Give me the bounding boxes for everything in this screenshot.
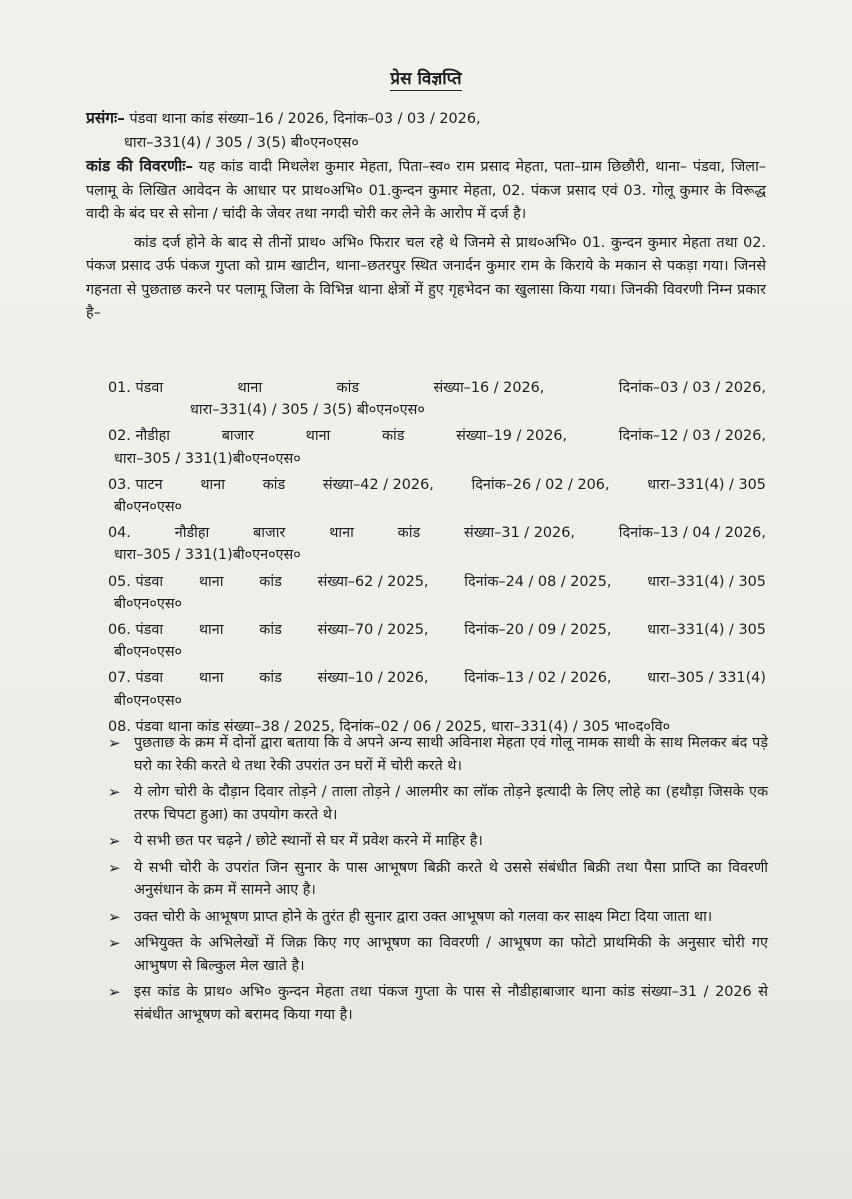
case-field: दिनांक–03 / 03 / 2026, — [618, 380, 766, 396]
case-line-1 — [108, 425, 766, 447]
case-field: 04. — [108, 525, 131, 542]
case-field: धारा–331(4) / 305 — [647, 622, 766, 639]
case-field: 06. पंडवा — [108, 622, 164, 639]
case-field: नौडीहा — [174, 525, 210, 542]
case-field: संख्या–16 / 2026, — [433, 380, 545, 396]
case-field: कांड — [262, 476, 286, 493]
case-item — [108, 474, 766, 518]
finding-text: उक्त चोरी के आभूषण प्राप्त होने के तुरंत ही सुनार द्वारा उक्त आभूषण को गलवा कर साक्ष्य मिटा दिया जाता था। — [134, 908, 713, 925]
arrow-bullet-icon: ➢ — [108, 907, 121, 926]
prasang-label: प्रसंगः– — [86, 109, 125, 127]
case-field: धारा–331(4) / 305 — [647, 476, 766, 493]
finding-text: पुछताछ के क्रम में दोनों द्वारा बताया कि वे अपने अन्य साथी अविनाश मेहता एवं गोलू नामक साथी के साथ मिलकर बंद पड़े घरो का रेकी करते थे तथा रेकी उपरांत उन घरों में चोरी करते थे। — [134, 735, 768, 774]
case-field: संख्या–42 / 2026, — [322, 476, 434, 493]
case-field: थाना — [200, 476, 225, 493]
case-field: 08. पंडवा थाना कांड संख्या–38 / 2025, दिनांक–02 / 06 / 2025, धारा–331(4) / 305 भा०द०वि० — [108, 718, 671, 735]
case-field: दिनांक–13 / 04 / 2026, — [618, 525, 766, 542]
case-item — [108, 619, 766, 663]
case-field: धारा–331(4) / 305 — [647, 573, 766, 590]
finding-item — [108, 981, 768, 1026]
case-line-2: बी०एन०एस० — [114, 692, 183, 709]
arrow-bullet-icon: ➢ — [108, 783, 121, 801]
case-field: दिनांक–26 / 02 / 206, — [471, 476, 610, 493]
finding-item — [108, 932, 768, 977]
finding-text: इस कांड के प्राथ० अभि० कुन्दन मेहता तथा पंकज गुप्ता के पास से नौडीहाबाजार थाना कांड संख्या–31 / 2026 से संबंधीत आभूषण को बरामद किया गया है। — [134, 984, 768, 1023]
kand-vivarni-text: यह कांड वादी मिथलेश कुमार मेहता, पिता–स्व० राम प्रसाद मेहता, पता–ग्राम छिछौरी, थाना– पंडवा, जिला–पलामू के लिखित आवेदन के आधार पर प्राथ०अभि० 01.कुन्दन कुमार मेहता, 02. पंकज प्रसाद एवं 03. गोलू कुमार के विरूद्ध वादी के बंद घर से सोना / चांदी के जेवर तथा नगदी चोरी कर लेने के आरोप में दर्ज है। — [86, 159, 766, 222]
finding-item — [108, 857, 768, 902]
case-field: 02. नौडीहा — [108, 428, 170, 445]
finding-text: अभियुक्त के अभिलेखों में जिक्र किए गए आभूषण का विवरणी / आभूषण का फोटो प्राथमिकी के अनुसार चोरी गए आभुषण से बिल्कुल मेल खाते है। — [134, 935, 768, 974]
header-section — [86, 107, 766, 326]
finding-item — [108, 906, 768, 929]
case-field: संख्या–70 / 2025, — [317, 622, 429, 639]
case-line-2: धारा–305 / 331(1)बी०एन०एस० — [114, 450, 301, 467]
arrow-bullet-icon: ➢ — [108, 832, 121, 850]
arrow-bullet-icon: ➢ — [108, 934, 121, 952]
kand-vivarni-label: कांड की विवरणीः– — [86, 157, 194, 175]
case-field: संख्या–31 / 2026, — [464, 525, 575, 542]
case-field: संख्या–62 / 2025, — [317, 573, 429, 590]
case-item — [108, 667, 766, 711]
arrow-bullet-icon: ➢ — [108, 734, 121, 752]
prasang-line-1 — [86, 107, 766, 132]
case-line-1 — [108, 619, 766, 641]
finding-item — [108, 732, 768, 777]
prasang-reference: पंडवा थाना कांड संख्या–16 / 2026, दिनांक–03 / 03 / 2026, — [129, 111, 481, 127]
arrow-bullet-icon: ➢ — [108, 983, 121, 1001]
case-field: 01. पंडवा — [108, 380, 164, 396]
case-line-1 — [108, 667, 766, 689]
case-field: थाना — [305, 428, 331, 445]
case-field: 07. पंडवा — [108, 670, 164, 687]
finding-text: ये सभी चोरी के उपरांत जिन सुनार के पास आभूषण बिक्री करते थे उससे संबंधीत बिक्री तथा पैसा प्राप्ति का विवरणी अनुसंधान के क्रम में सामने आए है। — [134, 859, 768, 898]
case-field: बाजार — [221, 428, 254, 445]
case-field: दिनांक–12 / 03 / 2026, — [618, 428, 766, 445]
case-line-2: धारा–331(4) / 305 / 3(5) बी०एन०एस० — [190, 402, 425, 419]
finding-item — [108, 781, 768, 826]
case-field: थाना — [198, 573, 224, 590]
page-title: प्रेस विज्ञप्ति — [390, 69, 462, 89]
case-field: थाना — [237, 380, 263, 396]
finding-text: ये लोग चोरी के दौड़ान दिवार तोड़ने / ताला तोड़ने / आलमीर का लॉक तोड़ने इत्यादी के लिए लोहे का (हथौड़ा जिसके एक तरफ चिपटा हुआ) का उपयोग करते थे। — [134, 784, 768, 823]
case-field: दिनांक–24 / 08 / 2025, — [464, 573, 612, 590]
case-line-1 — [108, 571, 766, 593]
case-field: थाना — [198, 622, 224, 639]
case-field: कांड — [336, 380, 360, 396]
kand-vivarni-paragraph — [86, 155, 766, 227]
case-field: 03. पाटन — [108, 476, 163, 493]
arrow-bullet-icon: ➢ — [108, 858, 121, 877]
case-item — [108, 522, 766, 566]
finding-text: ये सभी छत पर चढ़ने / छोटे स्थानों से घर में प्रवेश करने में माहिर है। — [134, 833, 483, 849]
case-item — [108, 377, 766, 421]
finding-item — [108, 830, 768, 853]
case-field: संख्या–19 / 2026, — [456, 428, 568, 445]
case-item — [108, 571, 766, 615]
findings-list — [108, 732, 768, 1030]
case-line-2: बी०एन०एस० — [114, 644, 183, 661]
case-field: थाना — [198, 670, 224, 687]
case-item — [108, 425, 766, 469]
case-line-2: धारा–305 / 331(1)बी०एन०एस० — [114, 547, 301, 564]
case-field: कांड — [397, 525, 421, 542]
case-field: कांड — [259, 573, 282, 590]
case-field: बाजार — [253, 525, 286, 542]
case-field: दिनांक–13 / 02 / 2026, — [464, 670, 612, 687]
case-field: संख्या–10 / 2026, — [317, 670, 429, 687]
case-line-1 — [108, 522, 766, 544]
case-field: थाना — [329, 525, 354, 542]
case-line-1 — [108, 474, 766, 496]
case-field: धारा–305 / 331(4) — [647, 670, 766, 687]
case-field: दिनांक–20 / 09 / 2025, — [464, 622, 612, 639]
case-field: कांड — [259, 622, 282, 639]
case-line-1 — [108, 377, 766, 399]
case-list — [108, 377, 766, 742]
prasang-line-2: धारा–331(4) / 305 / 3(5) बी०एन०एस० — [124, 134, 359, 151]
case-line-2: बी०एन०एस० — [114, 595, 183, 612]
case-field: कांड — [381, 428, 405, 445]
case-field: कांड — [259, 670, 282, 687]
case-line-2: बी०एन०एस० — [114, 499, 183, 516]
case-field: 05. पंडवा — [108, 573, 164, 590]
arrest-paragraph: कांड दर्ज होने के बाद से तीनों प्राथ० अभि० फिरार चल रहे थे जिनमे से प्राथ०अभि० 01. कुन्दन कुमार मेहता तथा 02. पंकज प्रसाद उर्फ पंकज गुप्ता को ग्राम खाटीन, थाना–छतरपुर स्थित जनार्दन कुमार राम के किराये के मकान से पकड़ा गया। जिनसे गहनता से पुछताछ करने पर पलामू जिला के विभिन्न थाना क्षेत्रों में हुए गृहभेदन का खुलासा किया गया। जिनकी विवरणी निम्न प्रकार है– — [86, 234, 766, 321]
